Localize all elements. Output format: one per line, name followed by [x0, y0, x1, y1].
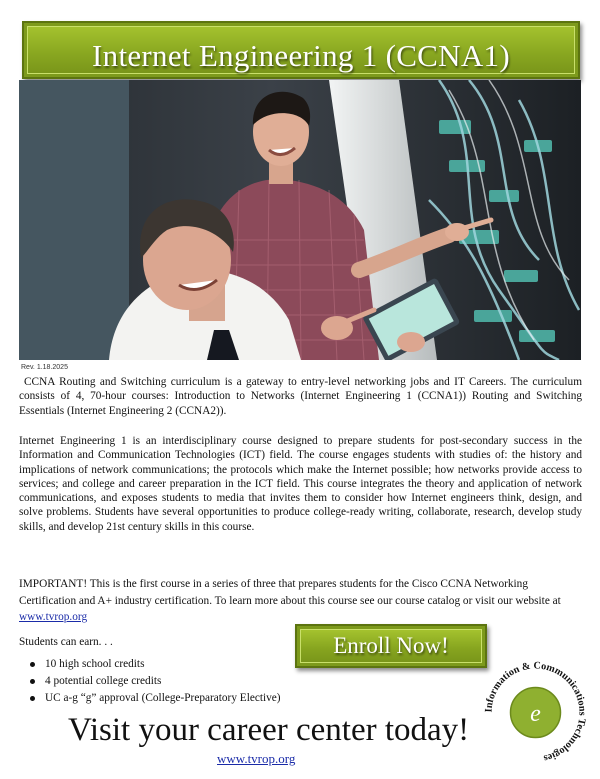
logo-glyph: e — [530, 701, 541, 727]
ict-logo-graphic — [478, 655, 593, 770]
important-text: IMPORTANT! This is the first course in a series of three that prepares students for the Cisco CCNA Networking Certification and A+ industry certification. To learn more about this course see our course catalog or visit our website at — [19, 578, 561, 607]
intro-paragraph: CCNA Routing and Switching curriculum is a gateway to entry-level networking jobs and IT Careers. The curriculum consists of 4, 70-hour courses: Introduction to Networks (Internet Engineering 1 (CCNA1)) Routing and Switching Essentials (Internet Engineering 2 (CCNA2)). — [19, 376, 582, 417]
list-item: 4 potential college credits — [25, 675, 295, 688]
list-item: 10 high school credits — [25, 658, 295, 671]
revision-date: Rev. 1.18.2025 — [21, 364, 68, 371]
students-earn-heading: Students can earn. . . — [19, 636, 113, 648]
enroll-now-button[interactable] — [295, 624, 487, 668]
description-paragraph: Internet Engineering 1 is an interdisciplinary course designed to prepare students for post-secondary success in the Information and Communication Technologies (ICT) field. The course engages students with studies of: the history and implications of network communications; the protocols which make the Internet possible; how networks provide access to services; and college and career preparation in the ICT field. This course integrates the theory and application of network communications, and exposes students to media that invites them to consider how Internet engineers think, design, and solve problems. Students have several opportunities to produce college-ready writing, collaborate, research, develop study skills, and develop 21st century skills in this course. — [19, 435, 582, 533]
logo-ring-text: Information & Communications Technologies — [483, 660, 588, 764]
title-banner-inner — [27, 26, 575, 74]
ict-logo — [478, 655, 593, 770]
students-at-server-rack-photo — [19, 80, 581, 360]
benefits-list — [25, 658, 295, 708]
visit-career-center-text: Visit your career center today! — [68, 712, 470, 748]
important-paragraph — [19, 576, 582, 626]
photo-illustration — [19, 80, 581, 360]
enroll-now-label: Enroll Now! — [300, 629, 482, 663]
title-banner — [22, 21, 580, 79]
footer-website-link[interactable]: www.tvrop.org — [217, 751, 296, 766]
page-title: Internet Engineering 1 (CCNA1) — [92, 38, 510, 73]
list-item: UC a-g “g” approval (College-Preparatory Elective) — [25, 692, 295, 705]
website-link[interactable]: www.tvrop.org — [19, 611, 88, 623]
